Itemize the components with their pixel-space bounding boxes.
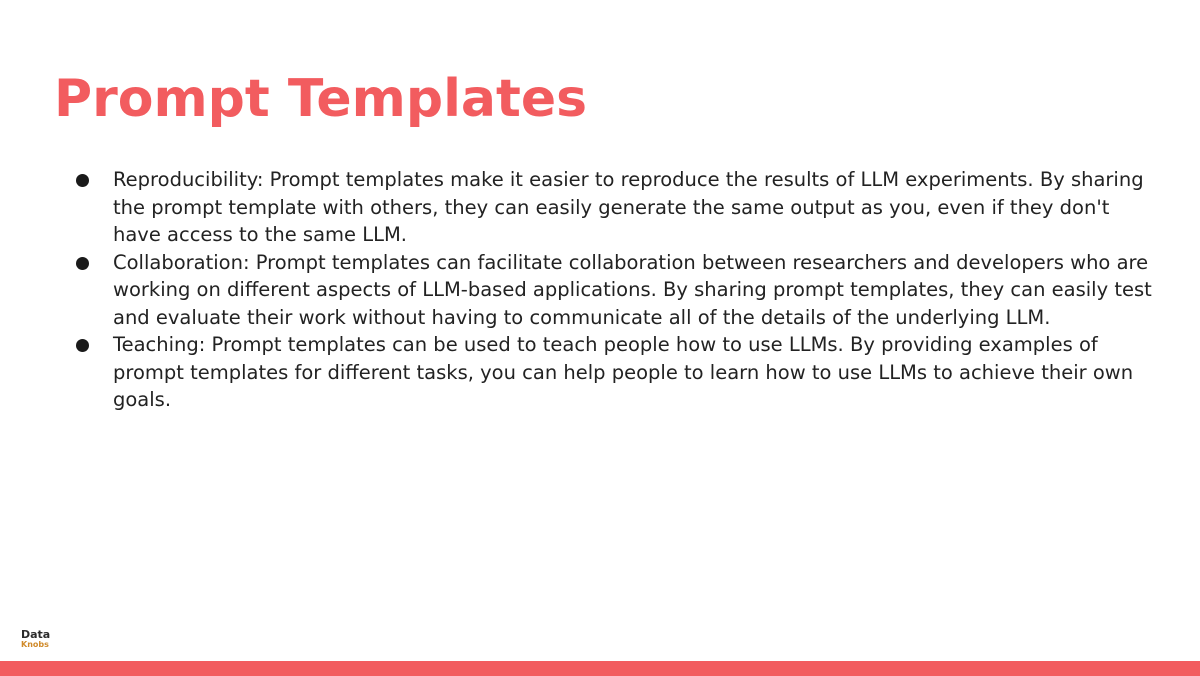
bullet-item-teaching (72, 331, 1152, 414)
bullet-text: Teaching: Prompt templates can be used to teach people how to use LLMs. By providing examples of prompt templates for different tasks, you can help people to learn how to use LLMs to achieve their own goals. (113, 333, 1134, 411)
bullet-text: Collaboration: Prompt templates can facilitate collaboration between researchers and developers who are working on different aspects of LLM-based applications. By sharing prompt templates, they can easily test and evaluate their work without having to communicate all of the details of the underlying LLM. (113, 250, 1152, 329)
bottom-accent-bar (0, 661, 1200, 676)
bullet-item-collaboration (72, 249, 1152, 332)
logo-line-data: Data (21, 628, 51, 641)
bullet-item-reproducibility (72, 166, 1152, 249)
bullet-dot-icon (76, 174, 89, 187)
bullet-list (72, 166, 1152, 414)
slide-title: Prompt Templates (54, 69, 588, 129)
data-knobs-logo (21, 629, 57, 651)
bullet-text: Reproducibility: Prompt templates make it easier to reproduce the results of LLM experiments. By sharing the prompt template with others, they can easily generate the same output as you, even if they don't have access to the same LLM. (113, 168, 1144, 246)
bullet-dot-icon (76, 257, 89, 270)
bullet-dot-icon (76, 339, 89, 352)
logo-line-knobs: Knobs (21, 640, 49, 649)
